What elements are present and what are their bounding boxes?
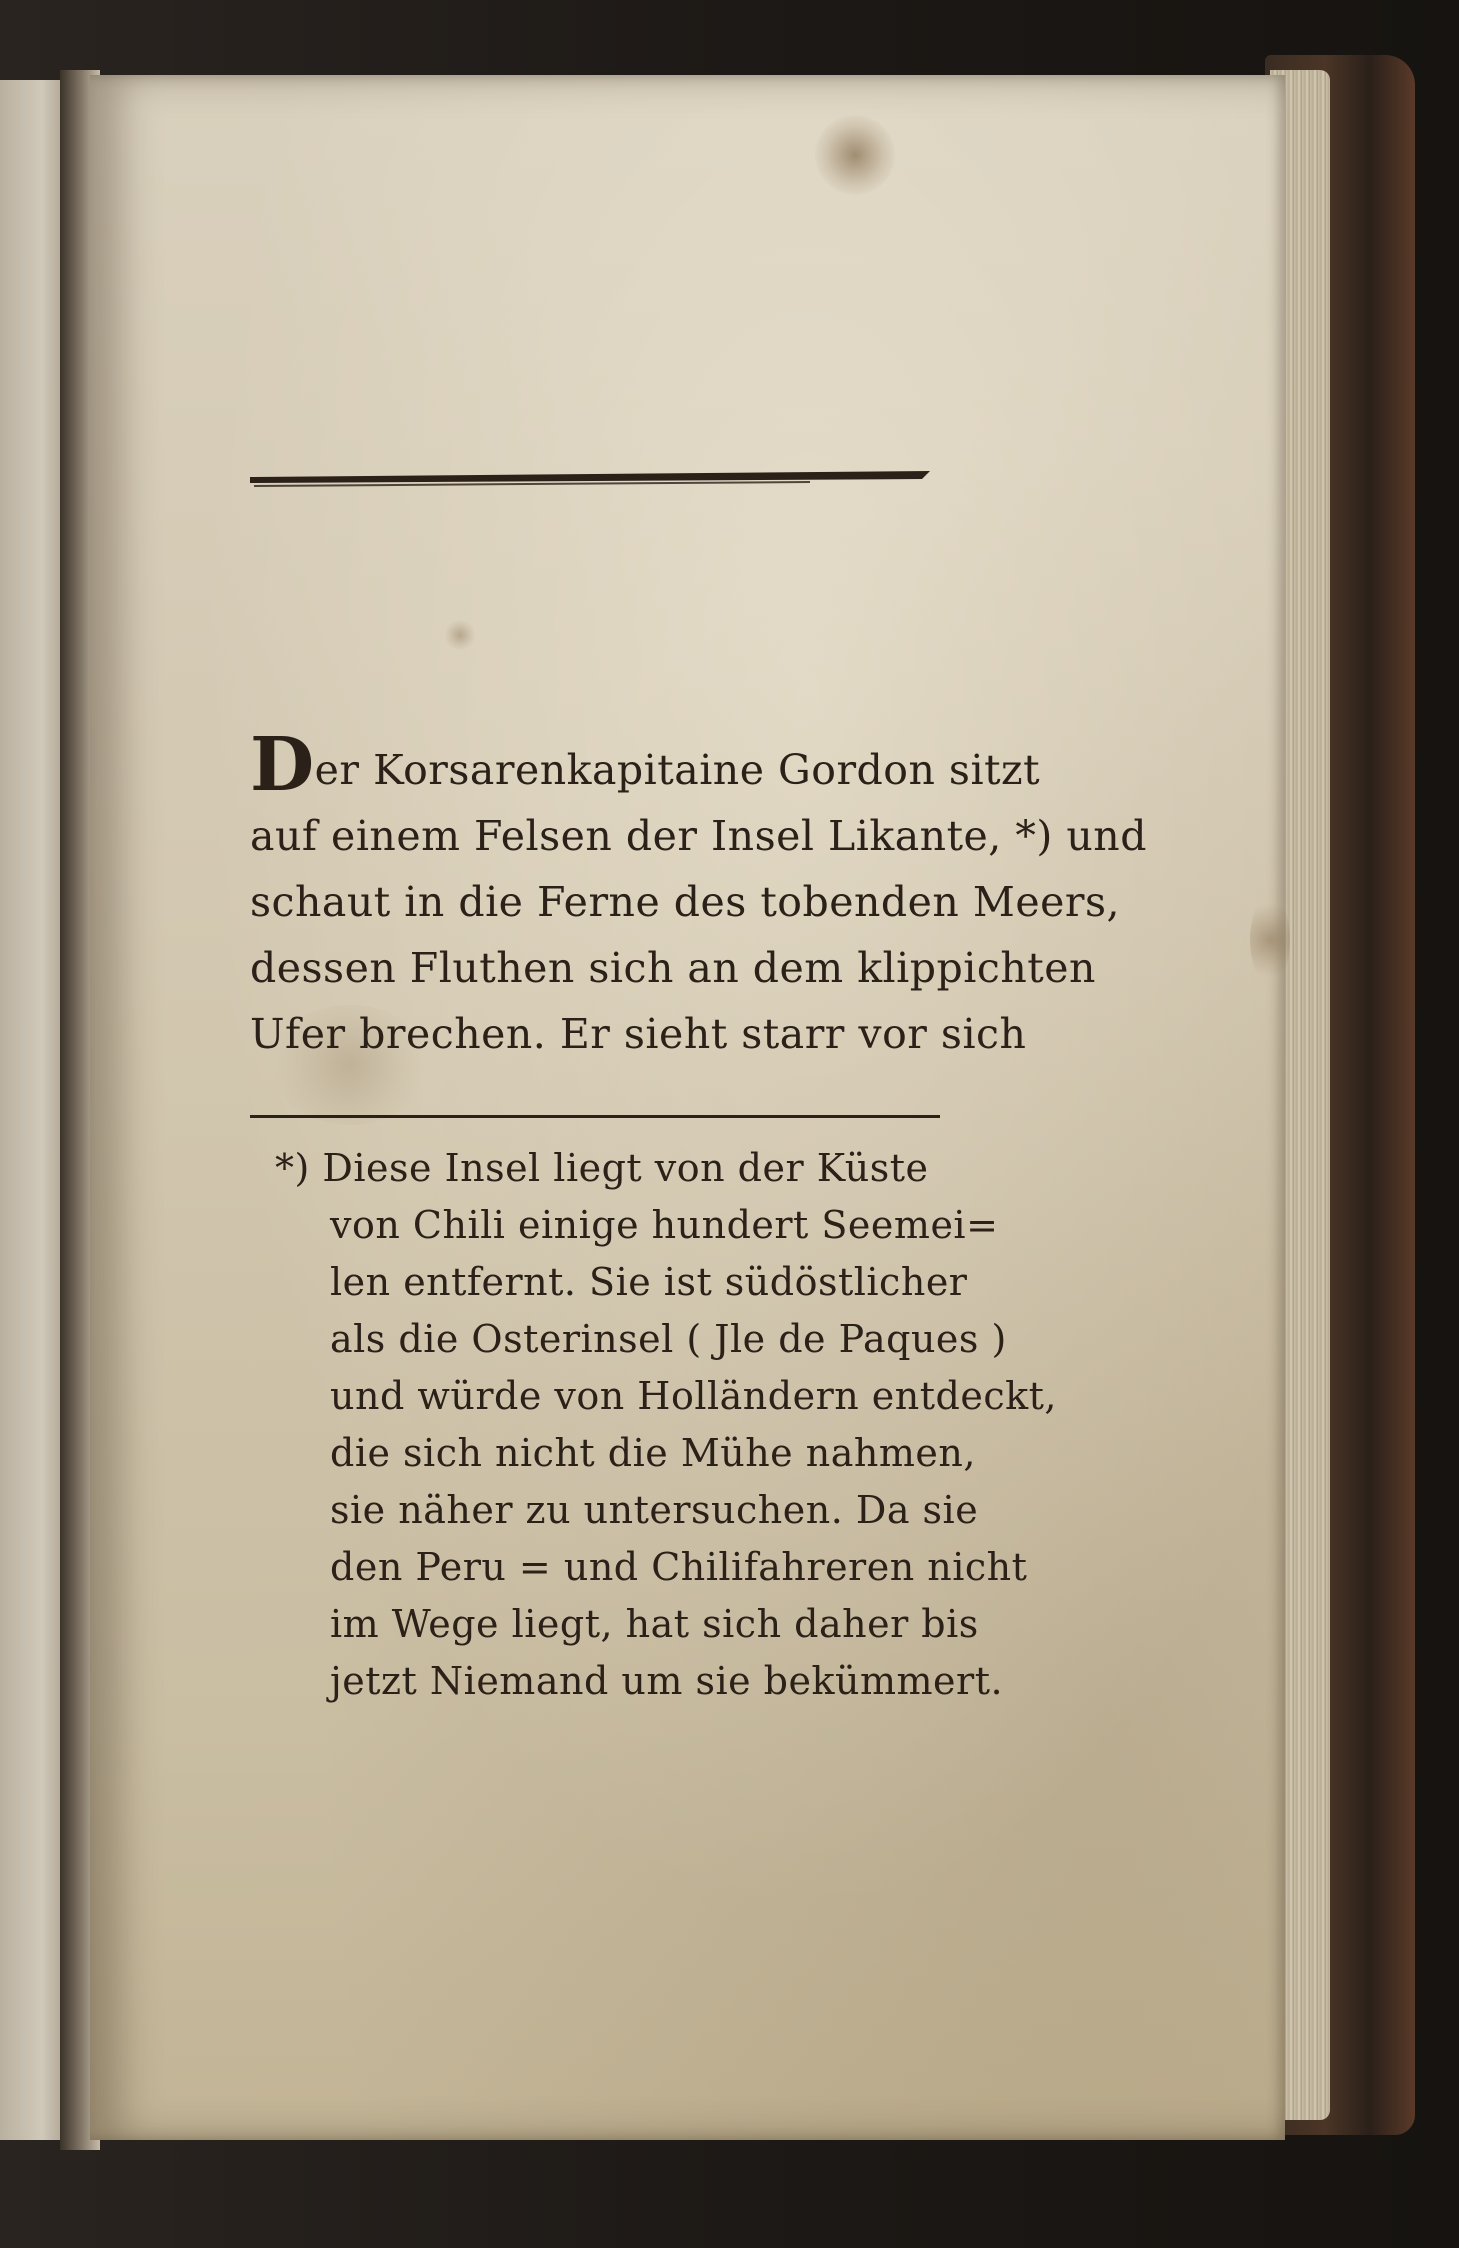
footnote-line: den Peru = und Chilifahreren nicht	[330, 1545, 1028, 1589]
footnote-line: *) Diese Insel liegt von der Küste	[275, 1146, 929, 1190]
footnote-line: als die Osterinsel ( Jle de Paques )	[330, 1317, 1007, 1361]
ornamental-rule	[250, 467, 930, 489]
footnote-line: im Wege liegt, hat sich daher bis	[330, 1602, 979, 1646]
foxing-stain	[1250, 895, 1290, 985]
book-page	[90, 75, 1285, 2140]
footnote	[250, 1140, 1070, 1710]
text-line	[250, 722, 1070, 808]
main-paragraph	[250, 722, 1147, 1067]
footnote-line: len entfernt. Sie ist südöstlicher	[330, 1260, 968, 1304]
footnote-line: und würde von Holländern entdeckt,	[330, 1374, 1057, 1418]
footnote-line: von Chili einige hundert Seemei=	[330, 1203, 999, 1247]
foxing-stain	[445, 620, 475, 650]
text-line-content: er Korsarenkapitaine Gordon sitzt	[314, 746, 1041, 794]
text-line: schaut in die Ferne des tobenden Meers,	[250, 878, 1121, 926]
drop-cap: D	[250, 722, 315, 808]
text-line: dessen Fluthen sich an dem klippichten	[250, 944, 1096, 992]
text-line: auf einem Felsen der Insel Likante, *) und	[250, 812, 1147, 860]
footnote-line: die sich nicht die Mühe nahmen,	[330, 1431, 976, 1475]
footnote-rule	[250, 1115, 940, 1118]
foxing-stain	[815, 115, 895, 195]
footnote-line: sie näher zu untersuchen. Da sie	[330, 1488, 979, 1532]
text-line: Ufer brechen. Er sieht starr vor sich	[250, 1010, 1027, 1058]
footnote-line: jetzt Niemand um sie bekümmert.	[330, 1659, 1004, 1703]
